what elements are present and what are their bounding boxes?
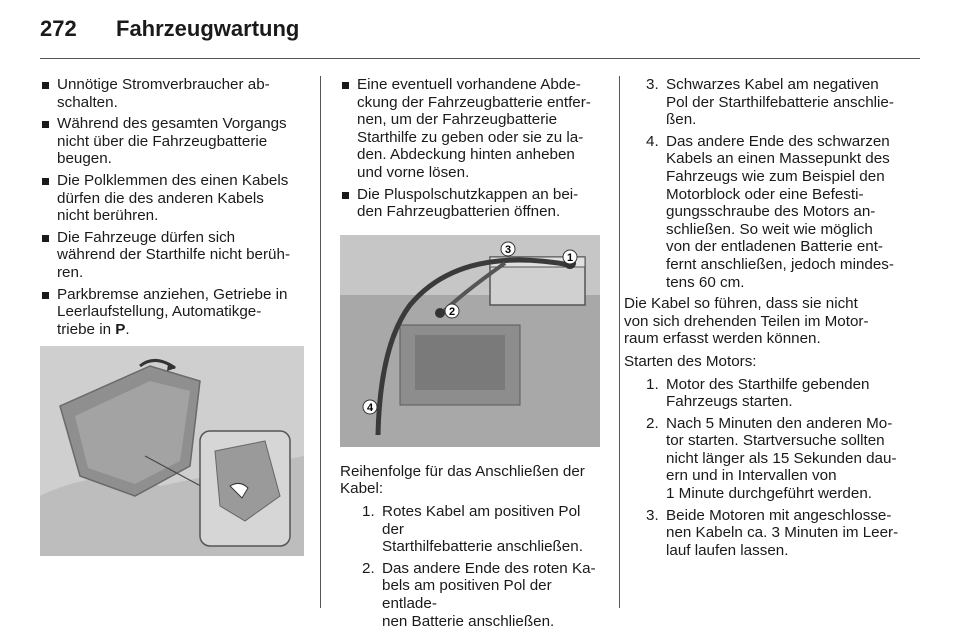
jump-start-drawing (340, 235, 600, 447)
figure-label-1 (563, 250, 577, 264)
step-text: Motor des Starthilfe gebenden Fahrzeugs starten. (666, 375, 870, 411)
step-text: Rotes Kabel am positiven Pol der Starthilfebatterie anschließen. (382, 502, 583, 556)
step-number: 1. (362, 502, 375, 520)
figure-label-3 (501, 242, 515, 256)
bullet-item (340, 186, 602, 221)
figure-label-2 (445, 304, 459, 318)
bullet-text: Die Pluspolschutzkappen an bei- den Fahrzeugbatterien öffnen. (357, 185, 579, 221)
jump-start-cable-illustration (340, 235, 600, 447)
start-step-item (624, 376, 908, 411)
step-item (340, 560, 602, 630)
header-rule (40, 58, 920, 59)
step-number: 3. (646, 506, 659, 524)
bullet-text: Eine eventuell vorhandene Abde- ckung der Fahrzeugbatterie entfer- nen, um der Fahrzeugbatterie Starthilfe zu geben oder sie zu la- den. Abdeckung hinten anheben und vorne lösen. (357, 76, 591, 181)
bullet-text: Die Polklemmen des einen Kabels dürfen die des anderen Kabels nicht berühren. (57, 171, 289, 225)
battery-cover-drawing (40, 346, 304, 556)
svg-text:2: 2 (448, 305, 456, 318)
step-number: 4. (646, 132, 659, 150)
bullet-item (40, 229, 304, 282)
step-text: Das andere Ende des schwarzen Kabels an einen Massepunkt des Fahrzeugs wie zum Beispiel den Motorblock oder eine Befesti- gungsschraube des Motors an- schließen. So weit wie möglich von der entladenen Batterie ent- fernt anschließen, jedoch mindes- tens 60 cm. (666, 132, 894, 291)
step-text: Das andere Ende des roten Ka- bels am positiven Pol der entlade- nen Batterie anschließen. (382, 559, 596, 630)
column-divider-1 (320, 76, 321, 608)
figure-label-4 (363, 400, 377, 414)
step-number: 2. (646, 414, 659, 432)
step-text: Nach 5 Minuten den anderen Mo- tor starten. Startversuche sollten nicht länger als 15 Sekunden dau- ern und in Intervallen von 1 Minute durchgeführt werden. (666, 414, 897, 503)
column-divider-2 (619, 76, 620, 608)
column-2 (340, 76, 602, 634)
bullet-item (40, 76, 304, 111)
bullet-text: Die Fahrzeuge dürfen sich während der Starthilfe nicht berüh- ren. (57, 228, 291, 281)
bullet-item (40, 286, 304, 339)
bullet-end: . (125, 320, 130, 338)
bullet-item (40, 115, 304, 168)
svg-text:4: 4 (366, 401, 374, 414)
bullet-text: Während des gesamten Vorgangs nicht über die Fahrzeugbatterie beugen. (57, 115, 287, 168)
start-step-item (624, 507, 908, 560)
step-text: Schwarzes Kabel am negativen Pol der Starthilfebatterie anschlie- ßen. (666, 76, 894, 129)
svg-text:3: 3 (504, 243, 512, 256)
bullet-text: Unnötige Stromverbraucher ab- schalten. (57, 76, 270, 111)
bullet-item (340, 76, 602, 182)
cable-routing-note: Die Kabel so führen, dass sie nicht von sich drehenden Teilen im Motor- raum erfasst werden können. (624, 295, 869, 348)
bullet-text: Parkbremse anziehen, Getriebe in Leerlaufstellung, Automatikge- triebe in (57, 285, 288, 338)
gear-position-p: P (115, 320, 126, 338)
step-item (340, 503, 602, 556)
step-number: 1. (646, 375, 659, 393)
step-text: Beide Motoren mit angeschlosse- nen Kabeln ca. 3 Minuten im Leer- lauf laufen lassen. (666, 506, 899, 559)
engine-start-heading: Starten des Motors: (624, 352, 757, 370)
connection-order-intro: Reihenfolge für das Anschließen der Kabel: (340, 462, 585, 498)
start-step-item (624, 415, 908, 503)
step-number: 3. (646, 76, 659, 93)
bullet-item (40, 172, 304, 225)
page-title: Fahrzeugwartung (116, 16, 300, 41)
battery-cover-illustration (40, 346, 304, 556)
column-1 (40, 76, 304, 556)
page-number: 272 (40, 16, 77, 41)
svg-text:1: 1 (566, 251, 574, 264)
step-item (624, 133, 908, 291)
step-number: 2. (362, 559, 375, 577)
page-header (40, 16, 299, 46)
step-item (624, 76, 908, 129)
column-3 (624, 76, 908, 563)
